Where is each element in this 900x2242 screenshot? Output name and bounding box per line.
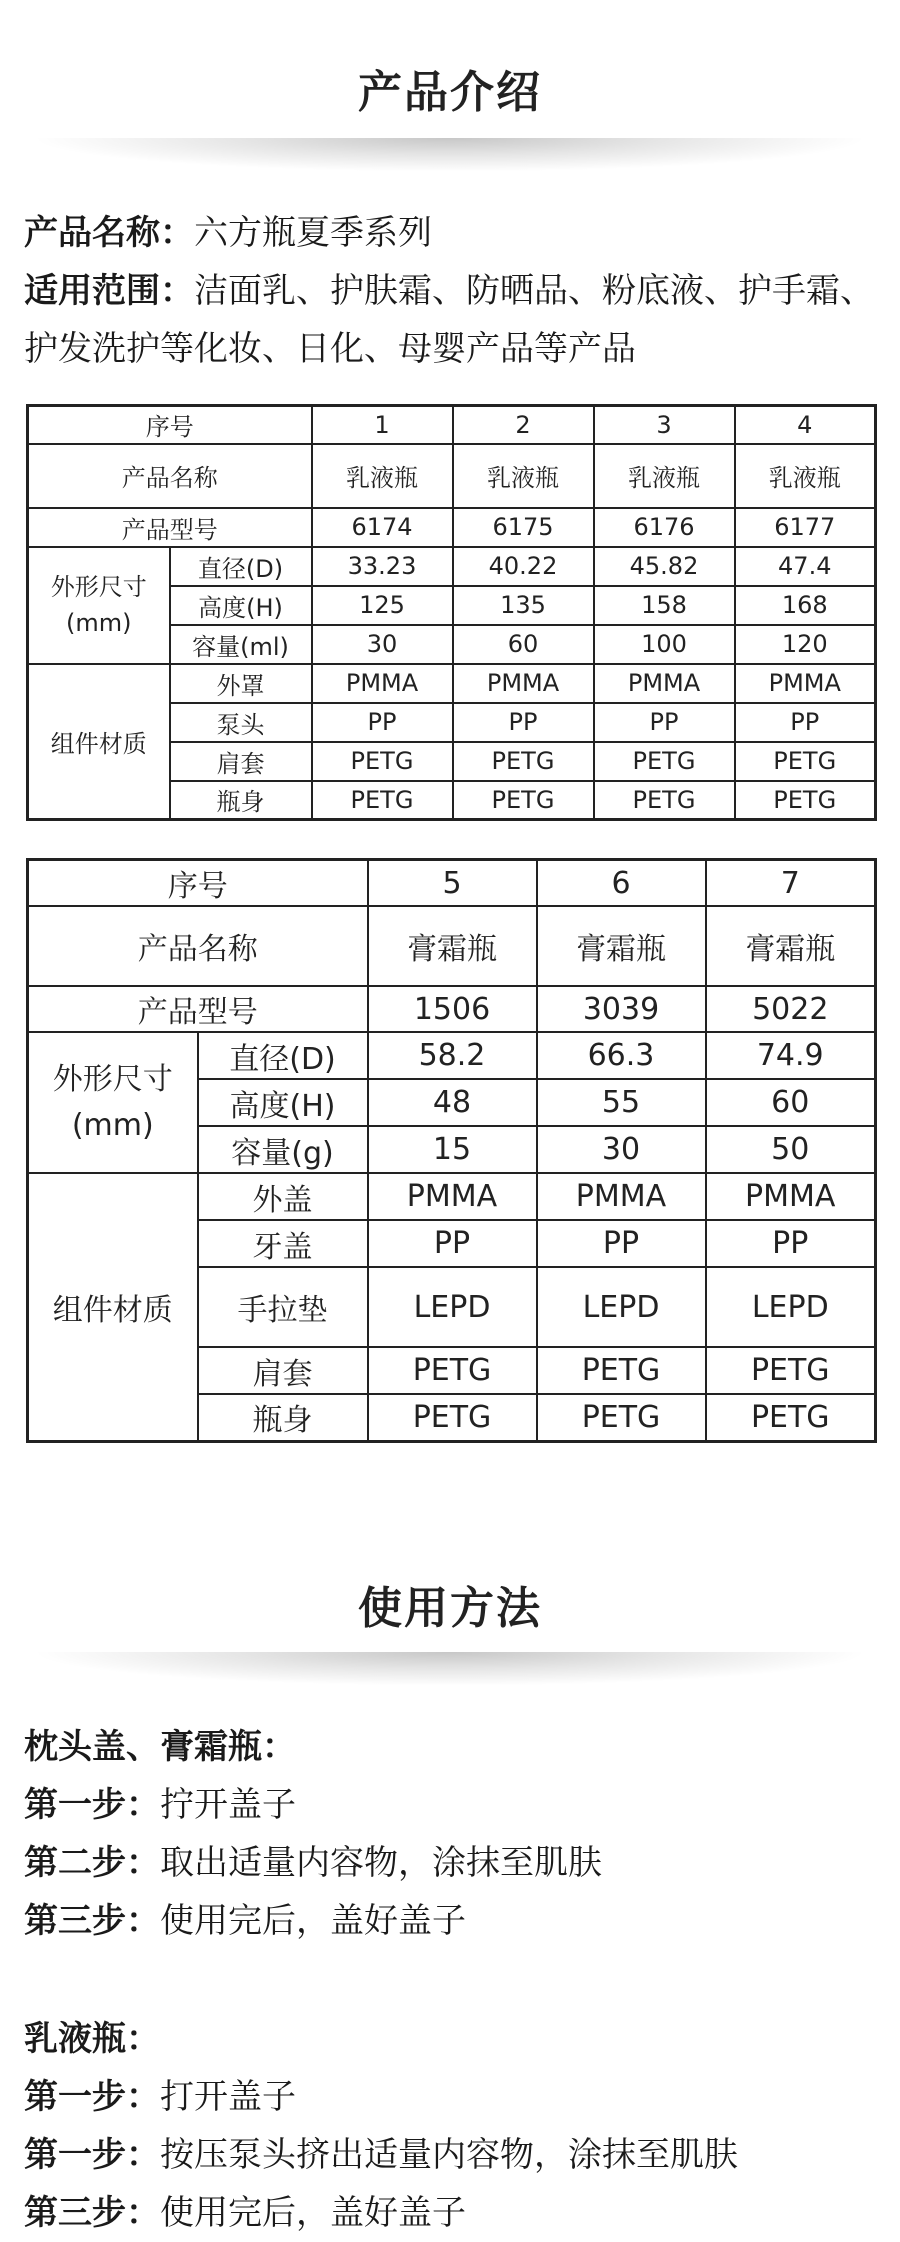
- table-cell: 125: [312, 586, 453, 625]
- table-cell: PETG: [312, 742, 453, 781]
- table-cell: 60: [706, 1079, 876, 1126]
- table-row: [28, 664, 876, 703]
- step-text: 使用完后，盖好盖子: [160, 1901, 466, 1941]
- table-cell: 2: [453, 406, 594, 444]
- dims-header: 外形尺寸(mm): [28, 547, 170, 664]
- step-text: 拧开盖子: [160, 1785, 296, 1825]
- table-cell: 5022: [706, 986, 876, 1032]
- part-label: 瓶身: [198, 1394, 368, 1441]
- model-header: 产品型号: [28, 508, 312, 547]
- product-name-value: 六方瓶夏季系列: [194, 213, 432, 253]
- product-name-line: [24, 204, 884, 262]
- table-cell: 120: [735, 625, 876, 664]
- list-item: [24, 1776, 884, 1834]
- table-row: [28, 1173, 876, 1220]
- table-cell: 5: [368, 860, 537, 907]
- table-cell: PMMA: [312, 664, 453, 703]
- table-cell: 45.82: [594, 547, 735, 586]
- table-cell: PMMA: [735, 664, 876, 703]
- table-cell: PETG: [706, 1394, 876, 1441]
- table-cell: PETG: [594, 781, 735, 820]
- table-cell: 135: [453, 586, 594, 625]
- table-cell: PETG: [312, 781, 453, 820]
- table-cell: PETG: [537, 1394, 706, 1441]
- table-cell: PP: [706, 1220, 876, 1267]
- step-text: 按压泵头挤出适量内容物，涂抹至肌肤: [160, 2135, 738, 2175]
- table-cell: PP: [453, 703, 594, 742]
- product-name-label: 产品名称：: [24, 213, 194, 253]
- table-cell: LEPD: [368, 1267, 537, 1347]
- table-cell: 47.4: [735, 547, 876, 586]
- table-row: [28, 547, 876, 586]
- table-row: [28, 906, 876, 986]
- table-cell: 膏霜瓶: [368, 906, 537, 986]
- title-shadow-divider: [30, 138, 870, 172]
- table-cell: 66.3: [537, 1032, 706, 1079]
- table-cell: PETG: [594, 742, 735, 781]
- capacity-label: 容量(g): [198, 1126, 368, 1173]
- table-cell: 1506: [368, 986, 537, 1032]
- list-item: [24, 1892, 884, 1950]
- table-cell: 乳液瓶: [735, 444, 876, 508]
- table-cell: PETG: [537, 1347, 706, 1394]
- table-row: [28, 444, 876, 508]
- table-cell: PMMA: [368, 1173, 537, 1220]
- part-label: 牙盖: [198, 1220, 368, 1267]
- table-cell: 15: [368, 1126, 537, 1173]
- table-cell: 6174: [312, 508, 453, 547]
- table-cell: 158: [594, 586, 735, 625]
- table-cell: LEPD: [706, 1267, 876, 1347]
- table-cell: 60: [453, 625, 594, 664]
- dia-label: 直径(D): [198, 1032, 368, 1079]
- spec-table-cream: [26, 858, 877, 1443]
- table-cell: 膏霜瓶: [537, 906, 706, 986]
- table-cell: PETG: [735, 781, 876, 820]
- table-cell: 乳液瓶: [594, 444, 735, 508]
- name-header: 产品名称: [28, 444, 312, 508]
- table-cell: 6: [537, 860, 706, 907]
- table-cell: PETG: [368, 1347, 537, 1394]
- step-label: 第三步：: [24, 2193, 160, 2233]
- scope-value: 洁面乳、护肤霜、防晒品、粉底液、护手霜、护发洗护等化妆、日化、母婴产品等产品: [24, 271, 874, 369]
- step-label: 第一步：: [24, 1785, 160, 1825]
- table-cell: 膏霜瓶: [706, 906, 876, 986]
- table-cell: 100: [594, 625, 735, 664]
- table-cell: PMMA: [706, 1173, 876, 1220]
- step-text: 打开盖子: [160, 2077, 296, 2117]
- table-cell: PP: [594, 703, 735, 742]
- cream-heading: 枕头盖、膏霜瓶：: [24, 1727, 296, 1767]
- table-cell: 48: [368, 1079, 537, 1126]
- step-label: 第一步：: [24, 2135, 160, 2175]
- step-label: 第三步：: [24, 1901, 160, 1941]
- table-cell: 33.23: [312, 547, 453, 586]
- table-cell: 40.22: [453, 547, 594, 586]
- table-cell: 55: [537, 1079, 706, 1126]
- table-row: [28, 860, 876, 907]
- table-row: [28, 508, 876, 547]
- model-header: 产品型号: [28, 986, 368, 1032]
- table-row: [28, 986, 876, 1032]
- scope-label: 适用范围：: [24, 271, 194, 311]
- capacity-label: 容量(ml): [170, 625, 312, 664]
- cream-usage-block: [24, 1718, 884, 1950]
- height-label: 高度(H): [198, 1079, 368, 1126]
- table-cell: 6176: [594, 508, 735, 547]
- seq-header: 序号: [28, 860, 368, 907]
- name-header: 产品名称: [28, 906, 368, 986]
- intro-title: 产品介绍: [358, 67, 542, 118]
- step-text: 使用完后，盖好盖子: [160, 2193, 466, 2233]
- table-cell: 50: [706, 1126, 876, 1173]
- table-cell: PMMA: [453, 664, 594, 703]
- table-cell: 1: [312, 406, 453, 444]
- part-label: 泵头: [170, 703, 312, 742]
- table-cell: 30: [312, 625, 453, 664]
- step-text: 取出适量内容物，涂抹至肌肤: [160, 1843, 602, 1883]
- table-cell: 乳液瓶: [453, 444, 594, 508]
- lotion-heading: 乳液瓶：: [24, 2019, 160, 2059]
- table-cell: PETG: [453, 781, 594, 820]
- list-item: [24, 2184, 884, 2242]
- list-item: [24, 1834, 884, 1892]
- table-row: [28, 1032, 876, 1079]
- part-label: 手拉垫: [198, 1267, 368, 1347]
- table-cell: PETG: [368, 1394, 537, 1441]
- usage-title: 使用方法: [358, 1583, 542, 1634]
- table-cell: PMMA: [537, 1173, 706, 1220]
- table-cell: PETG: [706, 1347, 876, 1394]
- table-cell: 168: [735, 586, 876, 625]
- part-label: 外罩: [170, 664, 312, 703]
- dia-label: 直径(D): [170, 547, 312, 586]
- table-cell: PETG: [453, 742, 594, 781]
- scope-paragraph: [24, 262, 884, 378]
- table-row: [28, 406, 876, 444]
- table-cell: 6177: [735, 508, 876, 547]
- part-label: 外盖: [198, 1173, 368, 1220]
- table-cell: 6175: [453, 508, 594, 547]
- spec-table-lotion: [26, 404, 877, 821]
- material-header: 组件材质: [28, 664, 170, 820]
- table-cell: 4: [735, 406, 876, 444]
- table-cell: PP: [312, 703, 453, 742]
- table-cell: 7: [706, 860, 876, 907]
- table-cell: 3: [594, 406, 735, 444]
- list-item: [24, 2126, 884, 2184]
- material-header: 组件材质: [28, 1173, 198, 1441]
- table-cell: LEPD: [537, 1267, 706, 1347]
- list-item: [24, 2068, 884, 2126]
- part-label: 瓶身: [170, 781, 312, 820]
- part-label: 肩套: [198, 1347, 368, 1394]
- dims-header: 外形尺寸(mm): [28, 1032, 198, 1173]
- lotion-usage-block: [24, 2010, 884, 2242]
- part-label: 肩套: [170, 742, 312, 781]
- table-cell: PETG: [735, 742, 876, 781]
- table-cell: 30: [537, 1126, 706, 1173]
- table-cell: 58.2: [368, 1032, 537, 1079]
- step-label: 第二步：: [24, 1843, 160, 1883]
- step-label: 第一步：: [24, 2077, 160, 2117]
- table-cell: 74.9: [706, 1032, 876, 1079]
- seq-header: 序号: [28, 406, 312, 444]
- table-cell: PMMA: [594, 664, 735, 703]
- table-cell: PP: [537, 1220, 706, 1267]
- height-label: 高度(H): [170, 586, 312, 625]
- table-cell: PP: [368, 1220, 537, 1267]
- table-cell: 乳液瓶: [312, 444, 453, 508]
- title-shadow-divider: [30, 1652, 870, 1686]
- table-cell: PP: [735, 703, 876, 742]
- table-cell: 3039: [537, 986, 706, 1032]
